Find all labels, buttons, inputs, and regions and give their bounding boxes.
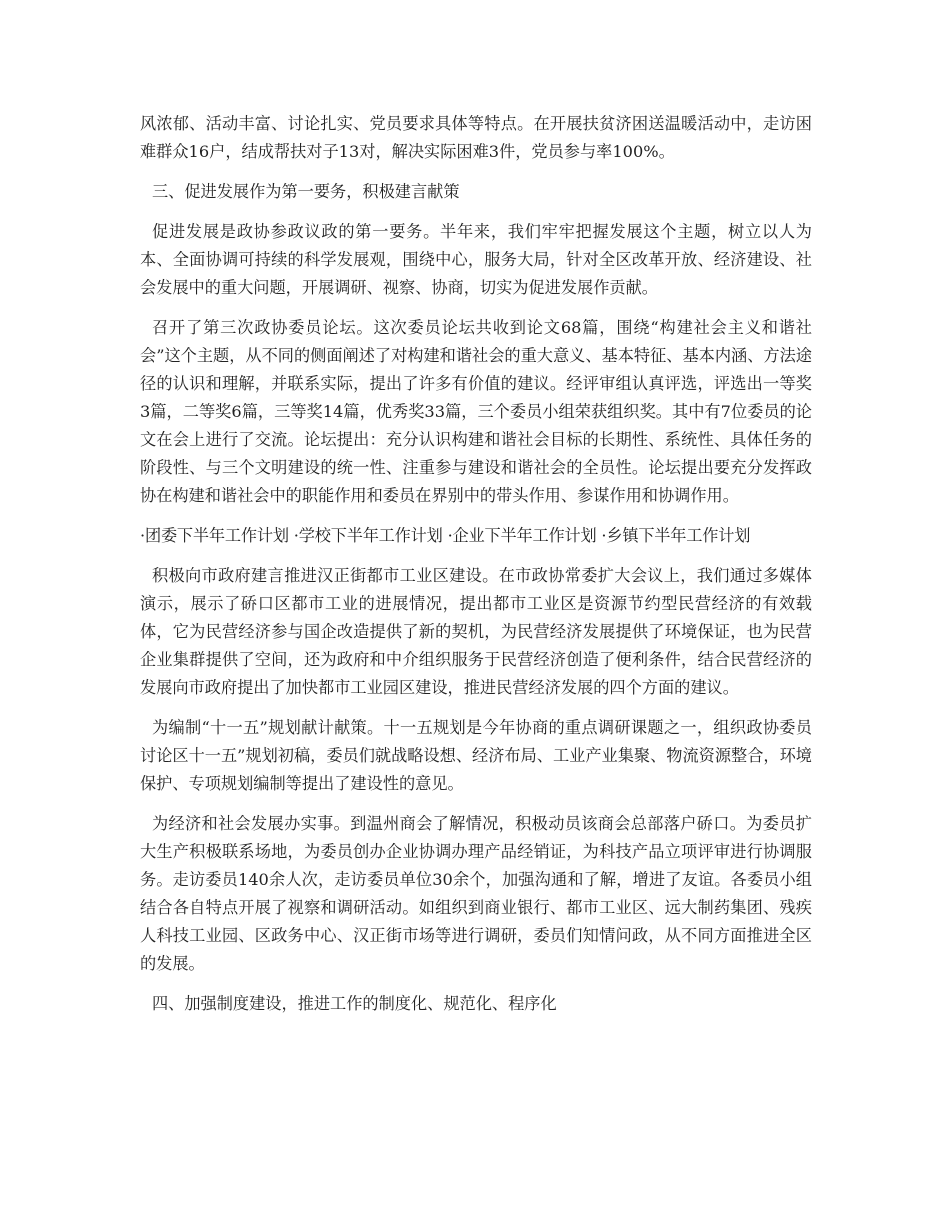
link-separator: · xyxy=(447,526,453,545)
link-separator: · xyxy=(293,526,299,545)
document-body xyxy=(140,110,812,1030)
related-link-school-plan[interactable]: 学校下半年工作计划 xyxy=(298,526,443,545)
related-link-enterprise-plan[interactable]: 企业下半年工作计划 xyxy=(452,526,597,545)
paragraph-five-year-plan: 为编制“十一五”规划献计献策。十一五规划是今年协商的重点调研课题之一，组织政协委员讨论区十一五”规划初稿，委员们就战略设想、经济布局、工业产业集聚、物流资源整合，环境保护、专项规划编制等提出了建设性的意见。 xyxy=(140,718,812,793)
link-separator: · xyxy=(601,526,607,545)
section-heading-3: 三、促进发展作为第一要务，积极建言献策 xyxy=(152,182,460,201)
related-links xyxy=(140,522,812,550)
paragraph-member-forum: 召开了第三次政协委员论坛。这次委员论坛共收到论文68篇，围绕“构建社会主义和谐社会”这个主题，从不同的侧面阐述了对构建和谐社会的重大意义、基本特征、基本内涵、方法途径的认识和理解，并联系实际，提出了许多有价值的建议。经评审组认真评选，评选出一等奖3篇，二等奖6篇，三等奖14篇，优秀奖33篇，三个委员小组荣获组织奖。其中有7位委员的论文在会上进行了交流。论坛提出：充分认识构建和谐社会目标的长期性、系统性、具体任务的阶段性、与三个文明建设的统一性、注重参与建设和谐社会的全员性。论坛提出要充分发挥政协在构建和谐社会中的职能作用和委员在界别中的带头作用、参谋作用和协调作用。 xyxy=(140,318,812,505)
related-link-youth-league-plan[interactable]: 团委下半年工作计划 xyxy=(144,526,289,545)
paragraph-poverty-relief: 风浓郁、活动丰富、讨论扎实、党员要求具体等特点。在开展扶贫济困送温暖活动中，走访困难群众16户，结成帮扶对子13对，解决实际困难3件，党员参与率100%。 xyxy=(140,114,812,161)
link-separator: · xyxy=(140,526,145,545)
paragraph-urban-industrial-zone: 积极向市政府建言推进汉正街都市工业区建设。在市政协常委扩大会议上，我们通过多媒体演示，展示了硚口区都市工业的进展情况，提出都市工业区是资源节约型民营经济的有效载体，它为民营经济参与国企改造提供了新的契机，为民营经济发展提供了环境保证，也为民营企业集群提供了空间，还为政府和中介组织服务于民营经济创造了便利条件，结合民营经济的发展向市政府提出了加快都市工业园区建设，推进民营经济发展的四个方面的建议。 xyxy=(140,566,812,697)
related-link-township-plan[interactable]: 乡镇下半年工作计划 xyxy=(606,526,751,545)
section-heading-4: 四、加强制度建设，推进工作的制度化、规范化、程序化 xyxy=(152,994,557,1013)
paragraph-development-priority: 促进发展是政协参政议政的第一要务。半年来，我们牢牢把握发展这个主题，树立以人为本、全面协调可持续的科学发展观，围绕中心，服务大局，针对全区改革开放、经济建设、社会发展中的重大问题，开展调研、视察、协商，切实为促进发展作贡献。 xyxy=(140,222,812,297)
paragraph-practical-affairs: 为经济和社会发展办实事。到温州商会了解情况，积极动员该商会总部落户硚口。为委员扩大生产积极联系场地，为委员创办企业协调办理产品经销证，为科技产品立项评审进行协调服务。走访委员140余人次，走访委员单位30余个，加强沟通和了解，增进了友谊。各委员小组结合各自特点开展了视察和调研活动。如组织到商业银行、都市工业区、远大制药集团、残疾人科技工业园、区政务中心、汉正街市场等进行调研，委员们知情问政，从不同方面推进全区的发展。 xyxy=(140,814,812,973)
